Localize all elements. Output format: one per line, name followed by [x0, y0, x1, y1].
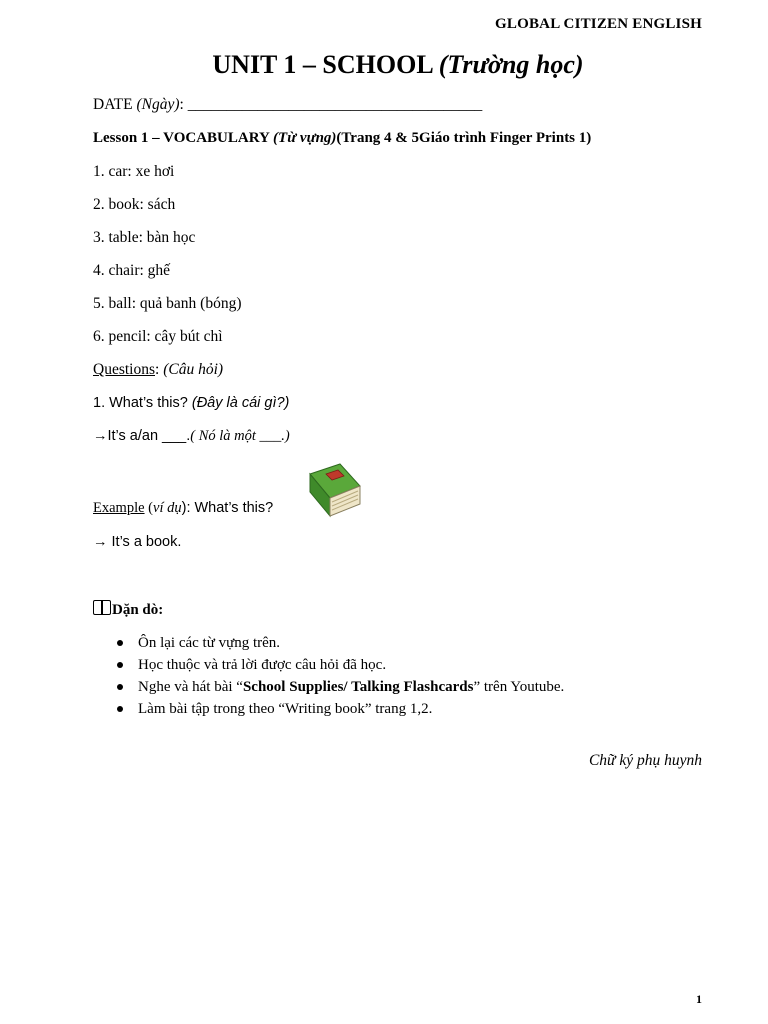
date-label-vi: (Ngày) [136, 96, 180, 113]
example-line [93, 500, 273, 517]
example-open: ( [144, 500, 154, 516]
homework-item-text: Nghe và hát bài “ [138, 679, 243, 695]
parent-signature-label: Chữ ký phụ huynh [588, 752, 702, 769]
date-blank: ______________________________________ [187, 96, 483, 113]
answer-pattern-text: →It’s a/an ___. [93, 428, 191, 444]
answer-pattern-vi: ( Nó là một ___.) [190, 428, 290, 444]
vocab-item-ball: 5. ball: quả banh (bóng) [93, 295, 242, 312]
green-book-icon [300, 460, 364, 520]
homework-item-text: Làm bài tập trong theo “Writing book” trang 1,2. [138, 701, 433, 717]
question-1-text: 1. What’s this? [93, 395, 192, 411]
questions-heading [93, 361, 223, 379]
homework-item [100, 654, 564, 676]
vocab-item-book: 2. book: sách [93, 196, 176, 213]
vocab-item-pencil: 6. pencil: cây bút chì [93, 328, 223, 345]
page-number: 1 [696, 992, 702, 1006]
lesson-vi: (Từ vựng) [273, 130, 337, 146]
title-subtitle: (Trường học) [438, 50, 584, 79]
vocab-item-chair: 4. chair: ghế [93, 262, 171, 279]
date-label: DATE [93, 96, 137, 113]
example-label: Example [93, 500, 145, 516]
questions-vi: (Câu hỏi) [163, 361, 224, 378]
homework-item [100, 698, 564, 720]
homework-heading [93, 600, 163, 619]
homework-item-text: Ôn lại các từ vựng trên. [138, 635, 281, 651]
example-question: ): What’s this? [181, 500, 274, 516]
vocab-item-table: 3. table: bàn học [93, 229, 196, 246]
answer-pattern [93, 428, 290, 445]
open-book-icon [93, 600, 111, 615]
vocab-item-car: 1. car: xe hơi [93, 163, 175, 180]
date-line [93, 96, 482, 114]
org-header: GLOBAL CITIZEN ENGLISH [495, 16, 702, 32]
song-title: School Supplies/ Talking Flashcards [242, 679, 474, 695]
date-colon: : [179, 96, 188, 113]
page-title [0, 50, 768, 80]
example-vi: ví dụ [153, 500, 182, 516]
question-1-vi: (Đây là cái gì?) [191, 395, 290, 411]
homework-item [100, 632, 564, 654]
homework-title: Dặn dò [112, 602, 159, 618]
question-1 [93, 395, 289, 411]
homework-list [100, 632, 564, 720]
questions-colon: : [155, 361, 164, 378]
example-answer: → It’s a book. [93, 534, 182, 550]
homework-item-text: ” trên Youtube. [473, 679, 565, 695]
homework-colon: : [158, 602, 164, 618]
questions-label: Questions [93, 361, 155, 378]
homework-item-text: Học thuộc và trả lời được câu hỏi đã học. [138, 657, 387, 673]
title-main: UNIT 1 – SCHOOL [212, 50, 439, 79]
homework-item [100, 676, 564, 698]
lesson-prefix: Lesson 1 – VOCABULARY [93, 130, 274, 146]
lesson-heading [93, 130, 591, 147]
lesson-suffix: (Trang 4 & 5Giáo trình Finger Prints 1) [336, 130, 592, 146]
